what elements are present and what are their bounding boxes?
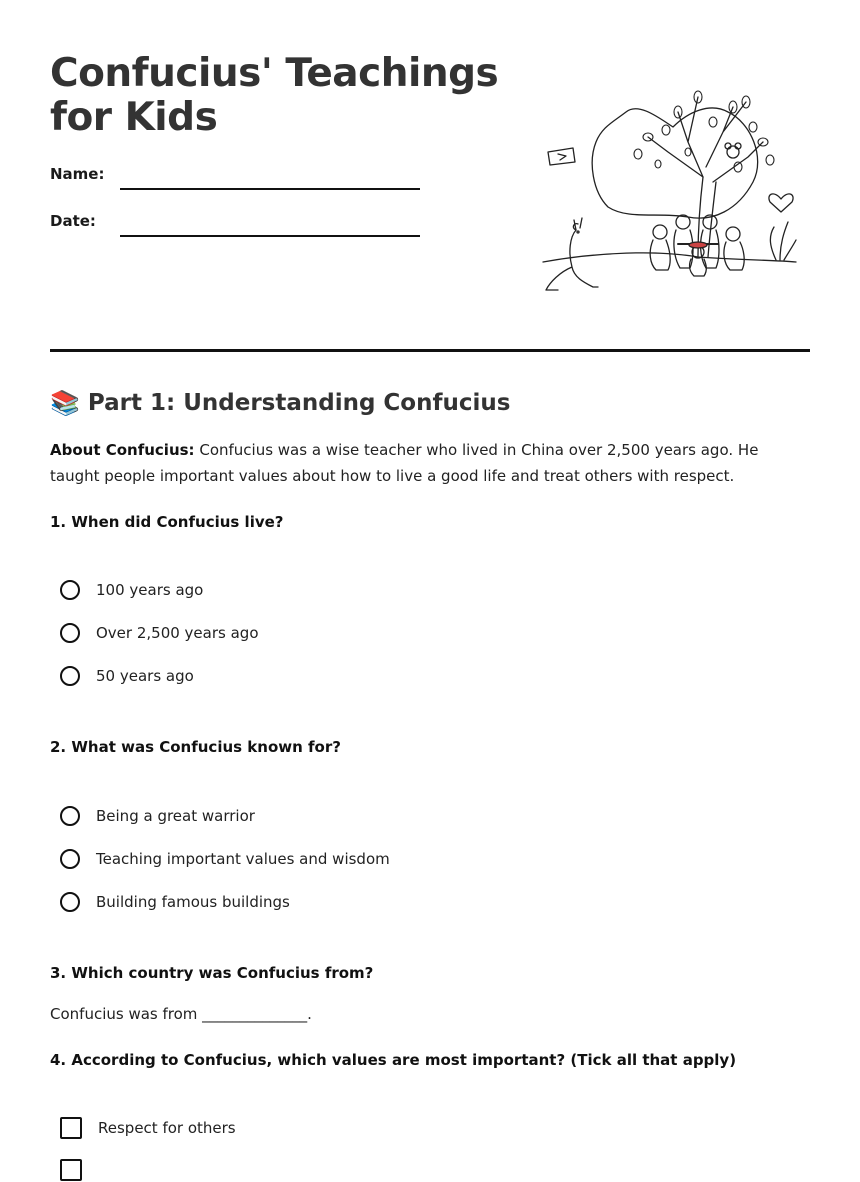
option-label: Over 2,500 years ago bbox=[96, 624, 259, 642]
about-label: About Confucius: bbox=[50, 441, 195, 459]
question-1: 1. When did Confucius live? bbox=[50, 513, 284, 531]
option-label: 50 years ago bbox=[96, 667, 194, 685]
option-label: Teaching important values and wisdom bbox=[96, 850, 390, 868]
illustration-tree-children bbox=[538, 82, 800, 296]
date-field[interactable] bbox=[50, 212, 420, 238]
name-label: Name: bbox=[50, 165, 105, 183]
part1-heading bbox=[50, 386, 510, 420]
date-line[interactable] bbox=[120, 235, 420, 237]
radio-button[interactable] bbox=[60, 892, 80, 912]
q2-option-1[interactable] bbox=[60, 804, 255, 828]
radio-button[interactable] bbox=[60, 666, 80, 686]
name-line[interactable] bbox=[120, 188, 420, 190]
about-text: Confucius was a wise teacher who lived in China over 2,500 years ago. He taught people important values about how to live a good life and treat others with respect. bbox=[50, 441, 759, 485]
question-2: 2. What was Confucius known for? bbox=[50, 738, 341, 756]
q4-option-2[interactable] bbox=[60, 1158, 82, 1182]
radio-button[interactable] bbox=[60, 580, 80, 600]
books-icon: 📚 bbox=[50, 389, 80, 417]
question-3: 3. Which country was Confucius from? bbox=[50, 964, 374, 982]
q1-option-2[interactable] bbox=[60, 621, 259, 645]
about-paragraph bbox=[50, 437, 810, 489]
part1-heading-text: Part 1: Understanding Confucius bbox=[87, 390, 511, 416]
worksheet-page bbox=[50, 0, 810, 1161]
option-label: Building famous buildings bbox=[96, 893, 290, 911]
q3-fill-in-blank[interactable]: Confucius was from ______________. bbox=[50, 1005, 312, 1023]
name-field[interactable] bbox=[50, 165, 420, 191]
checkbox[interactable] bbox=[60, 1117, 82, 1139]
radio-button[interactable] bbox=[60, 623, 80, 643]
q1-option-3[interactable] bbox=[60, 664, 194, 688]
radio-button[interactable] bbox=[60, 849, 80, 869]
date-label: Date: bbox=[50, 212, 96, 230]
q2-option-2[interactable] bbox=[60, 847, 390, 871]
radio-button[interactable] bbox=[60, 806, 80, 826]
worksheet-title: Confucius' Teachings for Kids bbox=[50, 51, 499, 140]
q1-option-1[interactable] bbox=[60, 578, 203, 602]
section-divider bbox=[50, 349, 810, 352]
q2-option-3[interactable] bbox=[60, 890, 290, 914]
q4-option-1[interactable] bbox=[60, 1116, 236, 1140]
checkbox[interactable] bbox=[60, 1159, 82, 1181]
question-4: 4. According to Confucius, which values are most important? (Tick all that apply) bbox=[50, 1051, 737, 1069]
option-label: 100 years ago bbox=[96, 581, 204, 599]
option-label: Being a great warrior bbox=[96, 807, 255, 825]
option-label: Respect for others bbox=[98, 1119, 236, 1137]
